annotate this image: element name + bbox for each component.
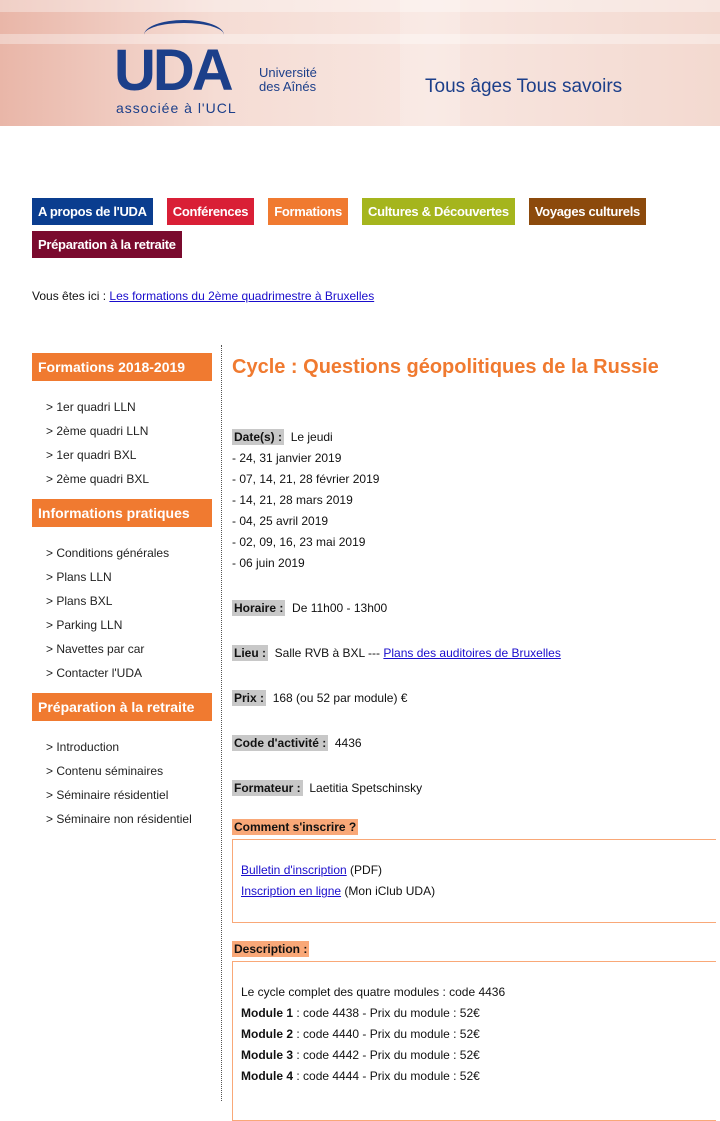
online-link[interactable]: Inscription en ligne (241, 884, 342, 898)
nav-formations[interactable]: Formations (268, 198, 348, 225)
nav-voyages[interactable]: Voyages culturels (529, 198, 646, 225)
formateur-label: Formateur : (234, 781, 301, 795)
date-line: - 07, 14, 21, 28 février 2019 (232, 472, 380, 486)
module-line: Module 4 : code 4444 - Prix du module : 52€ (241, 1069, 480, 1083)
module-name: Module 3 (241, 1048, 294, 1062)
date-line: - 24, 31 janvier 2019 (232, 451, 342, 465)
sidebar-item[interactable]: > Contacter l'UDA (46, 666, 142, 680)
sidebar-item[interactable]: > Navettes par car (46, 642, 145, 656)
sidebar-heading[interactable]: Préparation à la retraite (32, 693, 212, 721)
breadcrumb-link[interactable]: Les formations du 2ème quadrimestre à Bruxelles (109, 289, 375, 303)
sidebar-item[interactable]: > 2ème quadri LLN (46, 424, 149, 438)
module-line: Module 1 : code 4438 - Prix du module : 52€ (241, 1006, 480, 1020)
module-name: Module 4 (241, 1069, 294, 1083)
plans-link[interactable]: Plans des auditoires de Bruxelles (383, 646, 561, 660)
code-label: Code d'activité : (234, 736, 327, 750)
sidebar-heading[interactable]: Informations pratiques (32, 499, 212, 527)
nav-about[interactable]: A propos de l'UDA (32, 198, 153, 225)
inscrire-box: Bulletin d'inscription (PDF) Inscription en ligne (Mon iClub UDA) (232, 839, 716, 923)
slogan: Tous âges Tous savoirs (425, 76, 623, 97)
date-line: - 14, 21, 28 mars 2019 (232, 493, 353, 507)
sidebar-item[interactable]: > 1er quadri LLN (46, 400, 136, 414)
sidebar-item[interactable]: > 2ème quadri BXL (46, 472, 150, 486)
sidebar-group (32, 353, 212, 491)
nav-conferences[interactable]: Conférences (167, 198, 254, 225)
sidebar-item[interactable]: > 1er quadri BXL (46, 448, 137, 462)
nav-preparation[interactable]: Préparation à la retraite (32, 231, 182, 258)
header-banner (0, 0, 720, 126)
module-name: Module 1 (241, 1006, 294, 1020)
module-line: Module 3 : code 4442 - Prix du module : 52€ (241, 1048, 480, 1062)
nav-cultures[interactable]: Cultures & Découvertes (362, 198, 515, 225)
sidebar-item[interactable]: > Introduction (46, 740, 120, 754)
sidebar-item[interactable]: > Séminaire non résidentiel (46, 812, 192, 826)
description-label: Description : (234, 942, 308, 956)
bulletin-link[interactable]: Bulletin d'inscription (241, 863, 347, 877)
description-box: Le cycle complet des quatre modules : code 4436 Module 1 : code 4438 - Prix du module : 52€ Module 2 : code 4440 - Prix du module : 52€ Module 3 : code 4442 - Prix du module : 52€ Module 4 : code 4444 - Prix du module : 52€ (232, 961, 716, 1121)
sidebar-group (32, 693, 212, 831)
horaire-label: Horaire : (234, 601, 284, 615)
sidebar-item[interactable]: > Séminaire résidentiel (46, 788, 169, 802)
date-line: - 06 juin 2019 (232, 556, 305, 570)
uda-logo[interactable]: UDA Université des Aînés associée à l'UCL (114, 20, 334, 120)
date-line: - 02, 09, 16, 23 mai 2019 (232, 535, 366, 549)
date-line: - 04, 25 avril 2019 (232, 514, 329, 528)
sidebar-item[interactable]: > Parking LLN (46, 618, 123, 632)
sidebar-item[interactable]: > Plans LLN (46, 570, 112, 584)
divider (221, 345, 222, 1101)
sidebar-item[interactable]: > Conditions générales (46, 546, 170, 560)
breadcrumb: Vous êtes ici : Les formations du 2ème quadrimestre à Bruxelles (32, 289, 375, 303)
prix-label: Prix : (234, 691, 265, 705)
page-title: Cycle : Questions géopolitiques de la Russie (232, 356, 659, 378)
inscrire-label: Comment s'inscrire ? (234, 820, 357, 834)
main-content: Cycle : Questions géopolitiques de la Russie Date(s) : Le jeudi - 24, 31 janvier 2019 - 07, 14, 21, 28 février 2019 - 14, 21, 28 mars 2019 - 04, 25 avril 2019 - 02, 09, 16, 23 mai 2019 - 06 juin 2019 Horaire : De 11h00 - 13h00 Lieu : Salle RVB à BXL --- Plans des auditoires de Bruxelles Prix : 168 (ou 52 par module) € Code d'activité : 4436 Formateur : Laetitia Spetschinsky Comment s'inscrire ? Bulletin d'inscription (PDF) Inscription en ligne (Mon iClub UDA) Description : Le cycle complet des quatre modules : code 4436 Module 1 : code 4438 - Prix du module : 52€ Module 2 : code 4440 - Prix du module : 52€ Module 3 : code 4442 - Prix du module : 52€ Module 4 : code 4444 - Prix du module : 52€ (232, 353, 716, 381)
lieu-label: Lieu : (234, 646, 266, 660)
sidebar (32, 353, 212, 839)
dates-label: Date(s) : (234, 430, 283, 444)
sidebar-item[interactable]: > Contenu séminaires (46, 764, 164, 778)
main-nav (32, 198, 712, 258)
module-line: Module 2 : code 4440 - Prix du module : 52€ (241, 1027, 480, 1041)
sidebar-item[interactable]: > Plans BXL (46, 594, 113, 608)
sidebar-group (32, 499, 212, 685)
sidebar-heading[interactable]: Formations 2018-2019 (32, 353, 212, 381)
module-name: Module 2 (241, 1027, 294, 1041)
